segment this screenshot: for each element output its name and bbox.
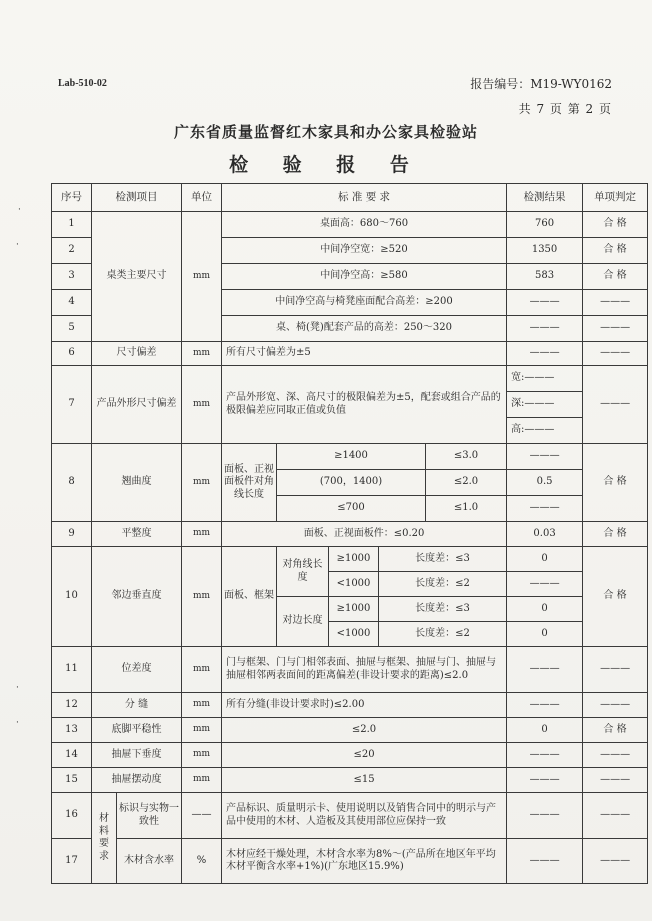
doc-code: Lab-510-02 — [58, 78, 107, 89]
row-result: ——— — [507, 839, 583, 884]
row-result: ——— — [507, 342, 583, 366]
row-requirement: 产品标识、质量明示卡、使用说明以及销售合同中的明示与产品中使用的木材、人造板及其使用部位应保持一致 — [222, 793, 507, 839]
row-result: ——— — [507, 316, 583, 342]
row-judgement: ——— — [583, 647, 648, 693]
page-title: 检 验 报 告 — [229, 154, 423, 176]
row-requirement: 桌面高：680～760 — [222, 212, 507, 238]
row-range: ≥1000 — [329, 547, 379, 572]
row-result: ——— — [507, 768, 583, 793]
row-limit: ≤2.0 — [426, 470, 507, 496]
row-limit: 长度差：≤2 — [379, 572, 507, 597]
row-result: 0 — [507, 597, 583, 622]
row-result: 760 — [507, 212, 583, 238]
row-requirement: 产品外形宽、深、高尺寸的极限偏差为±5，配套或组合产品的极限偏差应同取正值或负值 — [222, 366, 507, 444]
result-depth: 深:——— — [507, 392, 583, 418]
table-row — [52, 342, 648, 366]
row-group: 材料要求 — [92, 793, 117, 884]
row-range: ≤700 — [277, 496, 426, 522]
row-unit: mm — [182, 693, 222, 718]
row-no: 1 — [52, 212, 92, 238]
col-header-requirement: 标 准 要 求 — [222, 184, 507, 212]
row-no: 7 — [52, 366, 92, 444]
row-result: ——— — [507, 647, 583, 693]
row-requirement: ≤20 — [222, 743, 507, 768]
scan-mark: · — [16, 240, 19, 250]
row-no: 5 — [52, 316, 92, 342]
row-limit: 长度差：≤2 — [379, 622, 507, 647]
station-name: 广东省质量监督红木家具和办公家具检验站 — [173, 123, 478, 141]
row-item: 邻边垂直度 — [92, 547, 182, 647]
row-item: 木材含水率 — [117, 839, 182, 884]
row-no: 15 — [52, 768, 92, 793]
row-item: 抽屉下垂度 — [92, 743, 182, 768]
row-judgement: 合 格 — [583, 718, 648, 743]
row-result: ——— — [507, 693, 583, 718]
scan-mark: · — [18, 205, 21, 215]
row-result: ——— — [507, 793, 583, 839]
row-judgement: ——— — [583, 793, 648, 839]
row-requirement: 中间净空宽：≥520 — [222, 238, 507, 264]
row-judgement: ——— — [583, 342, 648, 366]
col-header-result: 检测结果 — [507, 184, 583, 212]
row-diagonal: 对角线长度 — [277, 547, 329, 597]
row-result: 0.03 — [507, 522, 583, 547]
col-header-item: 检测项目 — [92, 184, 182, 212]
row-requirement: 木材应经干燥处理，木材含水率为8%～(产品所在地区年平均木材平衡含水率+1%)(广东地区15.9%) — [222, 839, 507, 884]
row-judgement: ——— — [583, 768, 648, 793]
table-row — [52, 718, 648, 743]
col-header-unit: 单位 — [182, 184, 222, 212]
row-result: ——— — [507, 572, 583, 597]
row-range: (700，1400) — [277, 470, 426, 496]
row-no: 11 — [52, 647, 92, 693]
row-judgement: 合 格 — [583, 547, 648, 647]
row-unit: mm — [182, 768, 222, 793]
row-limit: 长度差：≤3 — [379, 547, 507, 572]
row-judgement: 合 格 — [583, 444, 648, 522]
row-requirement: 桌、椅(凳)配套产品的高差：250～320 — [222, 316, 507, 342]
row-item: 分 缝 — [92, 693, 182, 718]
row-no: 14 — [52, 743, 92, 768]
row-item: 产品外形尺寸偏差 — [92, 366, 182, 444]
row-requirement: 门与框架、门与门相邻表面、抽屉与框架、抽屉与门、抽屉与抽屉相邻两表面间的距离偏差(非设计要求的距离)≤2.0 — [222, 647, 507, 693]
result-height: 高:——— — [507, 418, 583, 444]
row-result: 0 — [507, 547, 583, 572]
inspection-table — [51, 183, 648, 884]
row-no: 17 — [52, 839, 92, 884]
row-no: 8 — [52, 444, 92, 522]
row-requirement: 面板、正视面板件：≤0.20 — [222, 522, 507, 547]
row-result: ——— — [507, 743, 583, 768]
row-requirement: ≤15 — [222, 768, 507, 793]
row-result: 583 — [507, 264, 583, 290]
row-requirement: 中间净空高：≥580 — [222, 264, 507, 290]
row-requirement: ≤2.0 — [222, 718, 507, 743]
table-row — [52, 444, 648, 470]
row-result: 0.5 — [507, 470, 583, 496]
row-limit: 长度差：≤3 — [379, 597, 507, 622]
row-result: 1350 — [507, 238, 583, 264]
row-no: 12 — [52, 693, 92, 718]
table-row — [52, 647, 648, 693]
row-no: 3 — [52, 264, 92, 290]
row-judgement: ——— — [583, 693, 648, 718]
row-judgement: 合 格 — [583, 522, 648, 547]
row-judgement: 合 格 — [583, 264, 648, 290]
row-item: 桌类主要尺寸 — [92, 212, 182, 342]
row-no: 9 — [52, 522, 92, 547]
row-no: 6 — [52, 342, 92, 366]
row-unit: mm — [182, 444, 222, 522]
row-judgement: ——— — [583, 290, 648, 316]
row-requirement: 中间净空高与椅凳座面配合高差：≥200 — [222, 290, 507, 316]
row-unit: mm — [182, 522, 222, 547]
row-unit: mm — [182, 547, 222, 647]
table-row — [52, 212, 648, 238]
row-limit: ≤1.0 — [426, 496, 507, 522]
col-header-judgement: 单项判定 — [583, 184, 648, 212]
row-unit: mm — [182, 718, 222, 743]
row-unit: mm — [182, 743, 222, 768]
row-item: 翘曲度 — [92, 444, 182, 522]
row-item: 标识与实物一致性 — [117, 793, 182, 839]
table-row — [52, 793, 648, 839]
row-range: <1000 — [329, 622, 379, 647]
row-result: ——— — [507, 496, 583, 522]
table-row — [52, 839, 648, 884]
row-no: 2 — [52, 238, 92, 264]
table-row — [52, 693, 648, 718]
row-judgement: ——— — [583, 366, 648, 444]
row-limit: ≤3.0 — [426, 444, 507, 470]
row-unit: mm — [182, 342, 222, 366]
row-subitem: 面板、正视面板件对角线长度 — [222, 444, 277, 522]
row-result: ——— — [507, 444, 583, 470]
row-no: 13 — [52, 718, 92, 743]
row-item: 位差度 — [92, 647, 182, 693]
row-result: 0 — [507, 718, 583, 743]
row-unit: mm — [182, 647, 222, 693]
row-range: ≥1000 — [329, 597, 379, 622]
report-number: 报告编号：M19-WY0162 — [470, 77, 612, 91]
row-unit: mm — [182, 212, 222, 342]
row-unit: —— — [182, 793, 222, 839]
table-row — [52, 366, 648, 392]
result-width: 宽:——— — [507, 366, 583, 392]
row-no: 16 — [52, 793, 92, 839]
row-judgement: 合 格 — [583, 238, 648, 264]
row-judgement: ——— — [583, 316, 648, 342]
table-row — [52, 522, 648, 547]
row-range: <1000 — [329, 572, 379, 597]
row-item: 抽屉摆动度 — [92, 768, 182, 793]
row-requirement: 所有尺寸偏差为±5 — [222, 342, 507, 366]
row-side-length: 对边长度 — [277, 597, 329, 647]
table-row — [52, 743, 648, 768]
row-unit: % — [182, 839, 222, 884]
table-row — [52, 547, 648, 572]
row-judgement: ——— — [583, 839, 648, 884]
row-requirement: 所有分缝(非设计要求时)≤2.00 — [222, 693, 507, 718]
table-row — [52, 768, 648, 793]
row-subitem: 面板、框架 — [222, 547, 277, 647]
col-header-no: 序号 — [52, 184, 92, 212]
row-judgement: 合 格 — [583, 212, 648, 238]
row-item: 尺寸偏差 — [92, 342, 182, 366]
page-counter: 共 7 页 第 2 页 — [518, 102, 612, 116]
row-no: 4 — [52, 290, 92, 316]
row-result: ——— — [507, 290, 583, 316]
row-unit: mm — [182, 366, 222, 444]
row-result: 0 — [507, 622, 583, 647]
row-range: ≥1400 — [277, 444, 426, 470]
scan-mark: · — [16, 683, 19, 693]
scan-mark: · — [16, 718, 19, 728]
row-judgement: ——— — [583, 743, 648, 768]
row-item: 底脚平稳性 — [92, 718, 182, 743]
row-no: 10 — [52, 547, 92, 647]
row-item: 平整度 — [92, 522, 182, 547]
table-header-row — [52, 184, 648, 212]
